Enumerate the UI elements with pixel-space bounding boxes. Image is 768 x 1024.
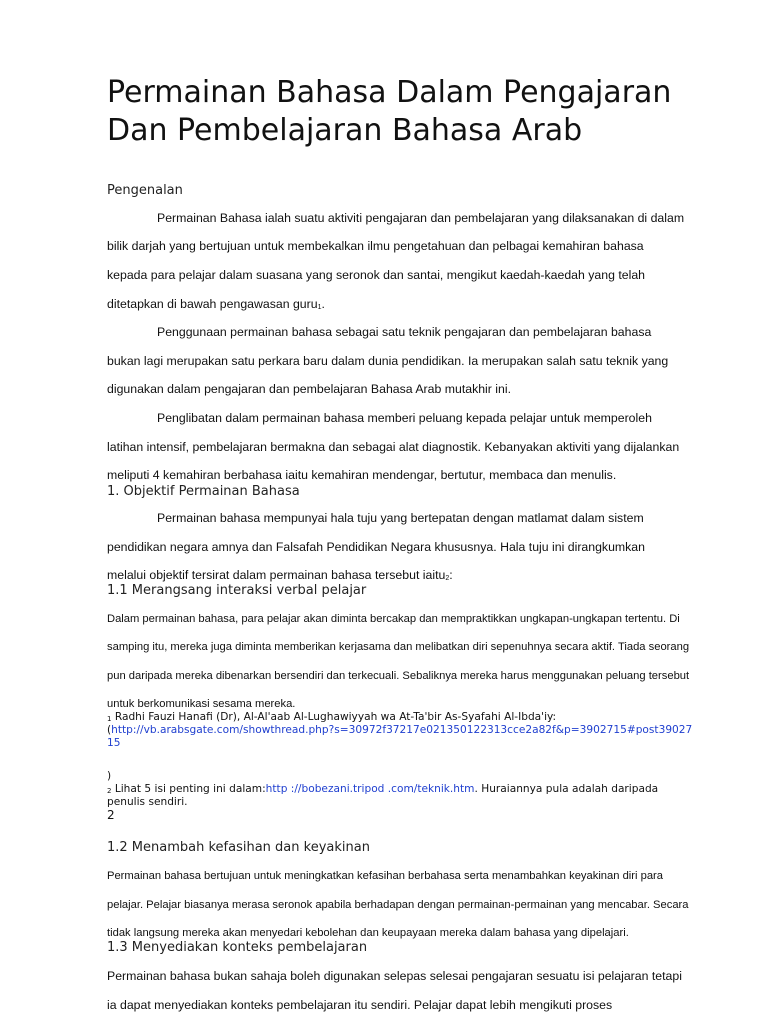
footnote-1-link[interactable]: http://vb.arabsgate.com/showthread.php?s=30972f37217e021350122313cce2a82f&p=3902715#post39027 <box>111 724 693 736</box>
section-1-end: : <box>449 568 453 582</box>
footnote-2 <box>107 783 658 797</box>
intro-p2-line-1: Penggunaan permainan bahasa sebagai satu teknik pengajaran dan pembelajaran bahasa <box>157 325 652 339</box>
section-1-heading: 1. Objektif Permainan Bahasa <box>107 484 300 499</box>
section-1-3-line-1: Permainan bahasa bukan sahaja boleh digunakan selepas selesai pengajaran sesuatu isi pelajaran tetapi <box>107 969 682 983</box>
title-line-1: Permainan Bahasa Dalam Pengajaran <box>107 75 672 110</box>
intro-p1-line-4-text: ditetapkan di bawah pengawasan guru <box>107 297 318 311</box>
intro-p3-line-1: Penglibatan dalam permainan bahasa memberi peluang kepada pelajar untuk memperoleh <box>157 411 652 425</box>
footnote-1-text: Radhi Fauzi Hanafi (Dr), Al-Al'aab Al-Lughawiyyah wa At-Ta'bir As-Syafahi Al-Ibda'iy: <box>111 711 557 723</box>
section-1-line-3 <box>107 568 453 582</box>
section-1-1-line-1: Dalam permainan bahasa, para pelajar akan diminta bercakap dan mempraktikkan ungkapan-ungkapan tertentu. Di <box>107 613 680 625</box>
intro-p2-line-2: bukan lagi merupakan satu perkara baru dalam dunia pendidikan. Ia merupakan salah satu teknik yang <box>107 354 669 368</box>
section-1-2-line-1: Permainan bahasa bertujuan untuk meningkatkan kefasihan berbahasa serta menambahkan keyakinan diri para <box>107 870 663 882</box>
section-1-line-2: pendidikan negara amnya dan Falsafah Pendidikan Negara khususnya. Hala tuju ini dirangkumkan <box>107 540 645 554</box>
footnote-2-line-2: penulis sendiri. <box>107 796 188 808</box>
section-1-1-line-2: samping itu, mereka juga diminta memberikan kerjasama dan melibatkan diri sepenuhnya secara aktif. Tiada seorang <box>107 641 690 653</box>
footnote-1 <box>107 711 556 725</box>
footnote-2-post: . Huraiannya pula adalah daripada <box>474 783 659 795</box>
footnote-1-link-continued[interactable]: 15 <box>107 737 121 749</box>
intro-p1-line-4 <box>107 297 325 311</box>
section-1-3-line-2: ia dapat menyediakan konteks pembelajaran itu sendiri. Pelajar dapat lebih mengikuti proses <box>107 998 613 1012</box>
footnote-1-link-line-2 <box>107 737 120 750</box>
section-1-1-line-4: untuk berkomunikasi sesama mereka. <box>107 698 296 710</box>
section-1-1-line-3: pun daripada mereka dibenarkan bersendiri dan terkecuali. Sebaliknya mereka harus menggunakan peluang tersebut <box>107 670 690 682</box>
footnote-2-mark: 2 <box>107 787 112 795</box>
section-1-2-line-2: pelajar. Pelajar biasanya merasa seronok apabila berhadapan dengan permainan-permainan yang mencabar. Secara <box>107 899 689 911</box>
footnote-1-open-paren: ( <box>107 724 112 736</box>
page-number: 2 <box>107 808 115 822</box>
section-1-line-1: Permainan bahasa mempunyai hala tuju yang bertepatan dengan matlamat dalam sistem <box>157 511 644 525</box>
footnote-ref-1[interactable]: 1 <box>317 304 322 311</box>
footnote-ref-2[interactable]: 2 <box>445 575 450 582</box>
footnote-1-close-paren: ) <box>107 770 112 782</box>
footnote-2-link[interactable]: http ://bobezani.tripod .com/teknik.htm <box>265 783 475 795</box>
section-1-1-heading: 1.1 Merangsang interaksi verbal pelajar <box>107 583 367 598</box>
section-1-line-3-text: melalui objektif tersirat dalam permainan bahasa tersebut iaitu <box>107 568 446 582</box>
footnote-1-mark: 1 <box>107 715 112 723</box>
intro-heading: Pengenalan <box>107 183 183 198</box>
title-line-2: Dan Pembelajaran Bahasa Arab <box>107 113 583 148</box>
intro-p2-line-3: digunakan dalam pengajaran dan pembelajaran Bahasa Arab mutakhir ini. <box>107 382 512 396</box>
section-1-3-heading: 1.3 Menyediakan konteks pembelajaran <box>107 940 368 955</box>
document-title <box>107 74 727 150</box>
intro-p1-line-2: bilik darjah yang bertujuan untuk membekalkan ilmu pengetahuan dan pelbagai kemahiran bahasa <box>107 239 644 253</box>
footnote-1-link-line-1 <box>107 724 692 737</box>
intro-p1-line-3: kepada para pelajar dalam suasana yang seronok dan santai, mengikut kaedah-kaedah yang telah <box>107 268 646 282</box>
intro-p1-line-1: Permainan Bahasa ialah suatu aktiviti pengajaran dan pembelajaran yang dilaksanakan di dalam <box>157 211 685 225</box>
footnote-2-pre: Lihat 5 isi penting ini dalam: <box>111 783 266 795</box>
section-1-2-line-3: tidak langsung mereka akan menyedari kebolehan dan keupayaan mereka dalam bahasa yang dipelajari. <box>107 927 629 939</box>
intro-p1-end: . <box>321 297 325 311</box>
intro-p3-line-2: latihan intensif, pembelajaran bermakna dan sebagai alat diagnostik. Kebanyakan aktiviti yang dijalankan <box>107 440 680 454</box>
intro-p3-line-3: meliputi 4 kemahiran berbahasa iaitu kemahiran mendengar, bertutur, membaca dan menulis. <box>107 468 617 482</box>
section-1-2-heading: 1.2 Menambah kefasihan dan keyakinan <box>107 840 370 855</box>
